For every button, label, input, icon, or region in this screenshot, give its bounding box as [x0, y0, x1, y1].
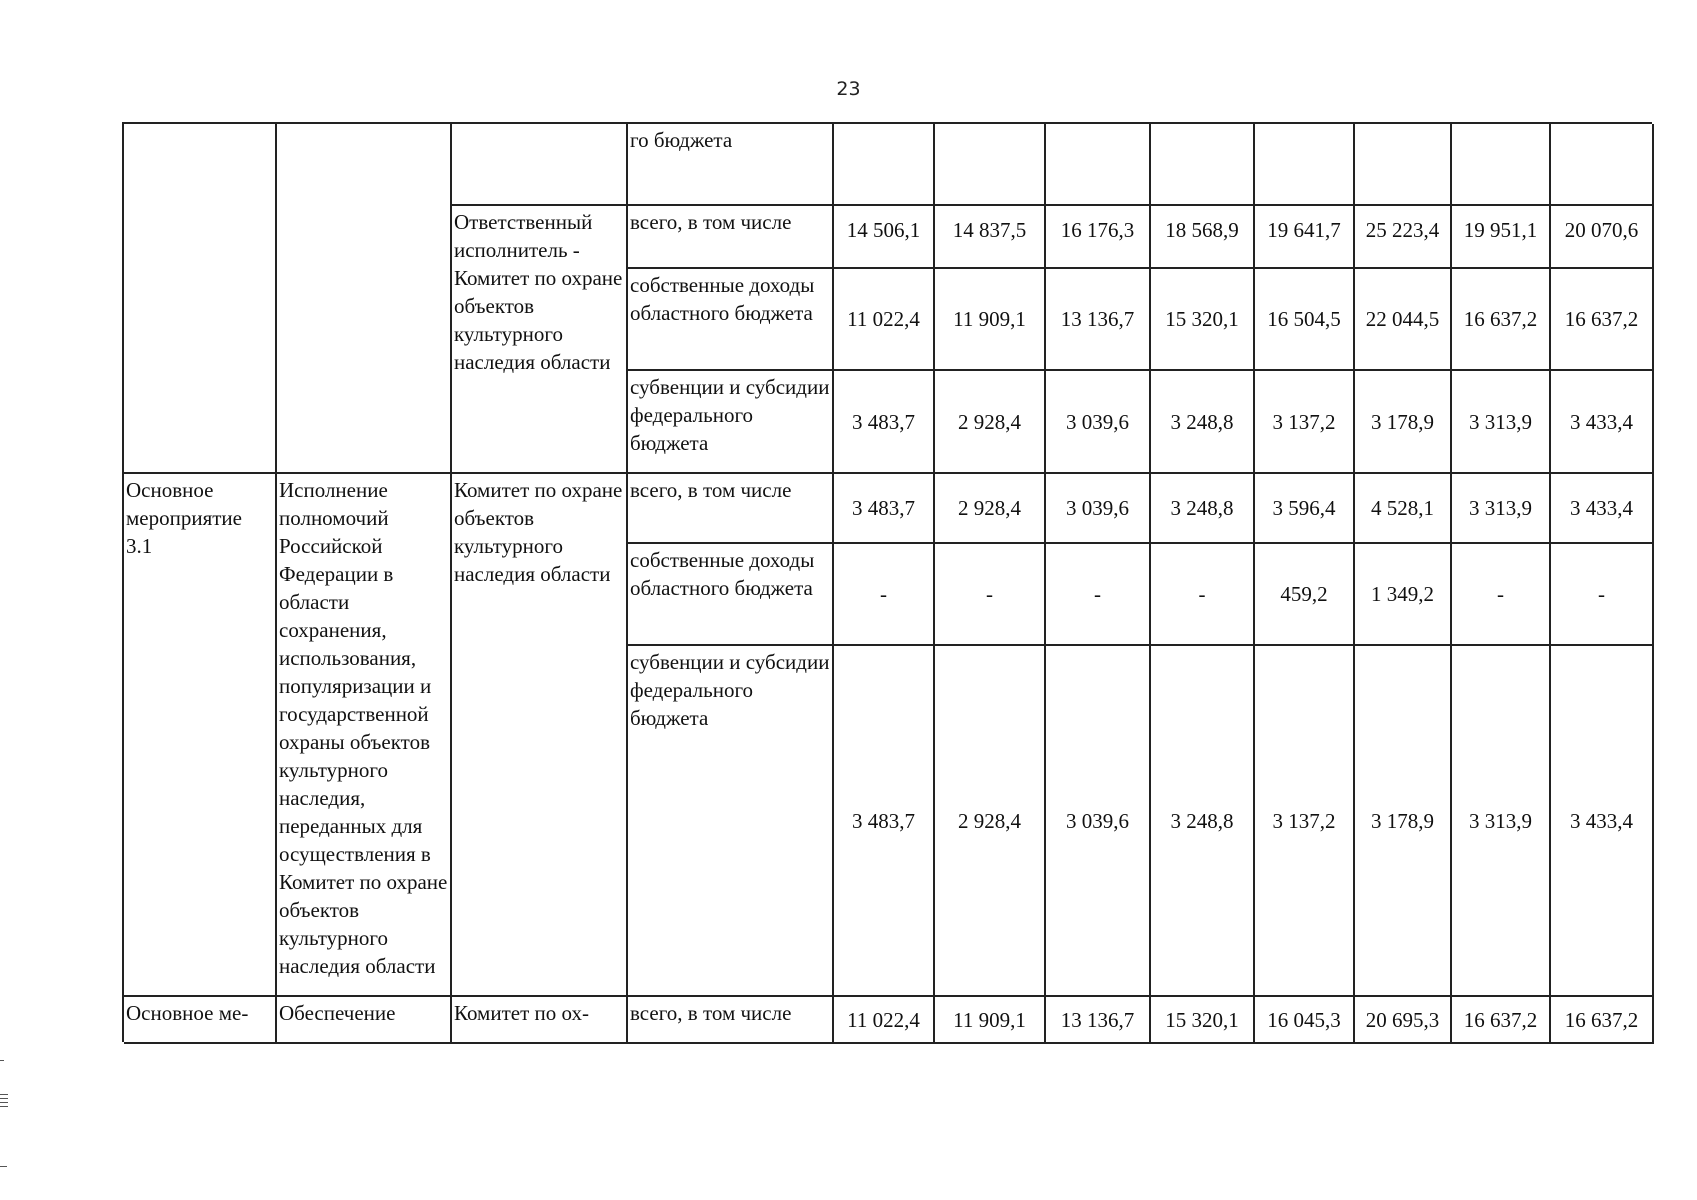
- value-cell: [1452, 124, 1551, 206]
- value-cell: 2 928,4: [935, 646, 1046, 997]
- name-cell: Обеспечение: [277, 997, 452, 1044]
- value-cell: 3 039,6: [1046, 371, 1151, 474]
- executor-cell: Комитет по ох-: [452, 997, 628, 1044]
- value-cell: 11 909,1: [935, 997, 1046, 1044]
- value-cell: 3 137,2: [1255, 371, 1355, 474]
- value-cell: 3 433,4: [1551, 474, 1654, 544]
- value-cell: 3 178,9: [1355, 371, 1452, 474]
- value-cell: 16 176,3: [1046, 206, 1151, 269]
- status-cell: Основное мероприятие 3.1: [124, 474, 277, 997]
- source-cell: го бюджета: [628, 124, 834, 206]
- value-cell: [1151, 124, 1255, 206]
- value-cell: 11 022,4: [834, 269, 935, 371]
- value-cell: 1 349,2: [1355, 544, 1452, 646]
- value-cell: 3 248,8: [1151, 371, 1255, 474]
- value-cell: [834, 124, 935, 206]
- value-cell: 3 248,8: [1151, 646, 1255, 997]
- value-cell: 18 568,9: [1151, 206, 1255, 269]
- value-cell: -: [1046, 544, 1151, 646]
- value-cell: -: [935, 544, 1046, 646]
- value-cell: [1255, 124, 1355, 206]
- value-cell: 14 506,1: [834, 206, 935, 269]
- executor-cell: Ответственный исполнитель - Комитет по охране объектов культурного наследия области: [452, 206, 628, 474]
- value-cell: 20 695,3: [1355, 997, 1452, 1044]
- source-cell: субвенции и субсидии федерального бюджета: [628, 646, 834, 997]
- value-cell: 15 320,1: [1151, 269, 1255, 371]
- value-cell: 3 178,9: [1355, 646, 1452, 997]
- source-cell: всего, в том числе: [628, 206, 834, 269]
- executor-cell: Комитет по охране объектов культурного наследия области: [452, 474, 628, 997]
- value-cell: 16 637,2: [1452, 269, 1551, 371]
- value-cell: 16 637,2: [1452, 997, 1551, 1044]
- budget-table: [122, 122, 1652, 1042]
- value-cell: 22 044,5: [1355, 269, 1452, 371]
- value-cell: 3 313,9: [1452, 474, 1551, 544]
- executor-cell-top: [452, 124, 628, 206]
- value-cell: 19 641,7: [1255, 206, 1355, 269]
- value-cell: 4 528,1: [1355, 474, 1452, 544]
- value-cell: -: [1551, 544, 1654, 646]
- page-number: 23: [836, 78, 861, 100]
- value-cell: 2 928,4: [935, 474, 1046, 544]
- value-cell: 2 928,4: [935, 371, 1046, 474]
- value-cell: 3 433,4: [1551, 646, 1654, 997]
- source-cell: собственные доходы областного бюджета: [628, 269, 834, 371]
- value-cell: 459,2: [1255, 544, 1355, 646]
- value-cell: [1046, 124, 1151, 206]
- value-cell: 16 637,2: [1551, 269, 1654, 371]
- value-cell: 3 596,4: [1255, 474, 1355, 544]
- value-cell: 3 313,9: [1452, 646, 1551, 997]
- value-cell: 16 504,5: [1255, 269, 1355, 371]
- value-cell: 3 039,6: [1046, 646, 1151, 997]
- value-cell: 19 951,1: [1452, 206, 1551, 269]
- value-cell: 11 909,1: [935, 269, 1046, 371]
- value-cell: [935, 124, 1046, 206]
- status-cell-top: [124, 124, 277, 474]
- value-cell: 3 433,4: [1551, 371, 1654, 474]
- value-cell: 20 070,6: [1551, 206, 1654, 269]
- value-cell: 25 223,4: [1355, 206, 1452, 269]
- value-cell: 3 483,7: [834, 371, 935, 474]
- value-cell: 13 136,7: [1046, 997, 1151, 1044]
- value-cell: 3 483,7: [834, 474, 935, 544]
- source-cell: собственные доходы областного бюджета: [628, 544, 834, 646]
- value-cell: 14 837,5: [935, 206, 1046, 269]
- value-cell: [1355, 124, 1452, 206]
- value-cell: -: [834, 544, 935, 646]
- value-cell: 16 637,2: [1551, 997, 1654, 1044]
- status-cell: Основное ме-: [124, 997, 277, 1044]
- value-cell: 13 136,7: [1046, 269, 1151, 371]
- value-cell: 11 022,4: [834, 997, 935, 1044]
- value-cell: [1551, 124, 1654, 206]
- value-cell: 16 045,3: [1255, 997, 1355, 1044]
- value-cell: 15 320,1: [1151, 997, 1255, 1044]
- source-cell: всего, в том числе: [628, 997, 834, 1044]
- value-cell: 3 483,7: [834, 646, 935, 997]
- value-cell: -: [1452, 544, 1551, 646]
- value-cell: 3 248,8: [1151, 474, 1255, 544]
- value-cell: 3 137,2: [1255, 646, 1355, 997]
- name-cell-top: [277, 124, 452, 474]
- source-cell: всего, в том числе: [628, 474, 834, 544]
- name-cell: Исполнение полномочий Российской Федерации в области сохранения, использования, популяризации и государственной охраны объектов культурного наследия, переданных для осуществления в Комитет по охране объектов культурного наследия области: [277, 474, 452, 997]
- value-cell: -: [1151, 544, 1255, 646]
- value-cell: 3 313,9: [1452, 371, 1551, 474]
- source-cell: субвенции и субсидии федерального бюджета: [628, 371, 834, 474]
- value-cell: 3 039,6: [1046, 474, 1151, 544]
